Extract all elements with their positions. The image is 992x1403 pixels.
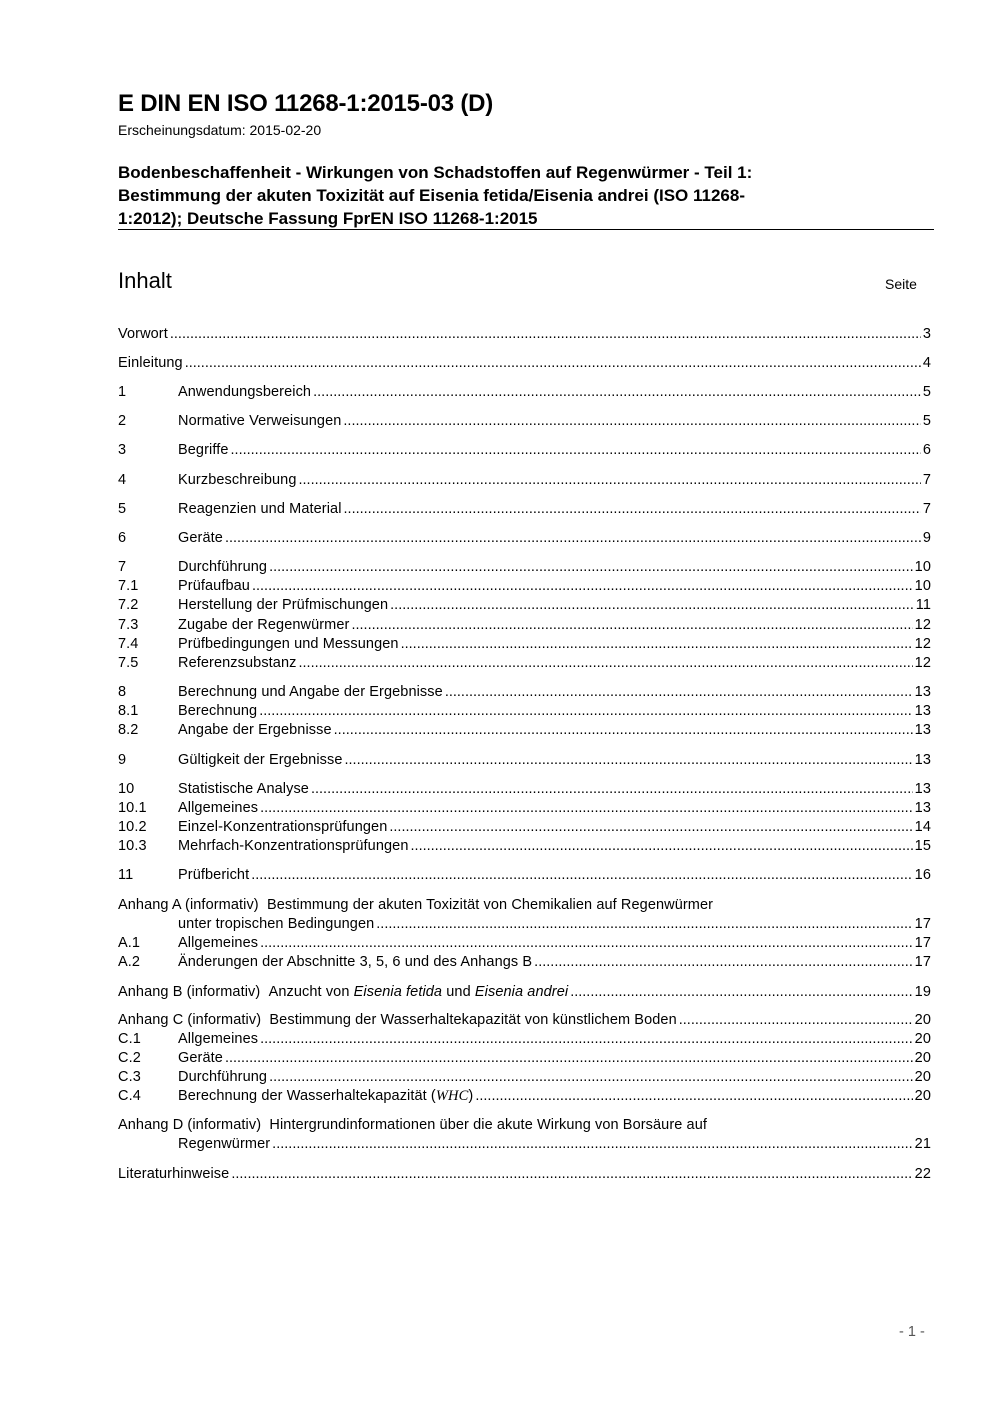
toc-leader-dots	[260, 799, 913, 818]
toc-entry-8-1[interactable]	[118, 702, 931, 721]
toc-leader-dots	[376, 915, 912, 934]
toc-leader-dots	[231, 1165, 912, 1184]
publication-date: Erscheinungsdatum: 2015-02-20	[118, 122, 322, 138]
toc-entry-literaturhinweise[interactable]	[118, 1165, 931, 1184]
toc-entry-text	[118, 983, 568, 1002]
toc-leader-dots	[351, 616, 912, 635]
toc-leader-dots	[269, 558, 913, 577]
toc-entry-text: Statistische Analyse	[178, 781, 309, 797]
toc-leader-dots	[334, 721, 913, 740]
toc-annex-d-heading[interactable]	[118, 1116, 931, 1135]
toc-page-column-label: Seite	[885, 276, 917, 292]
toc-leader-dots	[411, 837, 913, 856]
toc-page-number: 13	[914, 800, 931, 816]
toc-entry-text: Einzel-Konzentrationsprüfungen	[178, 819, 388, 835]
toc-page-number: 20	[914, 1012, 931, 1028]
toc-section-number: 3	[118, 442, 127, 458]
toc-page-number: 10	[914, 578, 931, 594]
toc-section-number: 9	[118, 752, 127, 768]
toc-page-number: 5	[922, 413, 931, 429]
toc-page-number: 11	[915, 597, 931, 613]
toc-leader-dots	[345, 751, 913, 770]
toc-leader-dots	[475, 1087, 912, 1106]
toc-page-number: 3	[922, 326, 931, 342]
toc-entry-text: Normative Verweisungen	[178, 413, 342, 429]
toc-page-number: 16	[914, 867, 931, 883]
toc-entry-6[interactable]	[118, 529, 931, 548]
toc-leader-dots	[251, 866, 912, 885]
subtitle-line: Bestimmung der akuten Toxizität auf Eisenia fetida/Eisenia andrei (ISO 11268-	[118, 186, 745, 205]
toc-section-number: 8.2	[118, 722, 139, 738]
toc-page-number: 20	[914, 1050, 931, 1066]
toc-annex-a-continuation[interactable]	[118, 915, 931, 934]
toc-entry-3[interactable]	[118, 441, 931, 460]
toc-page-number: 12	[914, 655, 931, 671]
whc-abbreviation: WHC	[435, 1088, 469, 1104]
toc-annex-label: Anhang D (informativ)	[118, 1117, 262, 1133]
toc-page-number: 9	[922, 530, 931, 546]
toc-entry-text: Gültigkeit der Ergebnisse	[178, 752, 343, 768]
toc-section-number: 7.1	[118, 578, 139, 594]
toc-page-number: 12	[914, 617, 931, 633]
toc-entry-text: Mehrfach-Konzentrationsprüfungen	[178, 838, 409, 854]
species-name: Eisenia fetida	[353, 984, 443, 1000]
toc-page-number: 12	[914, 636, 931, 652]
toc-leader-dots	[298, 471, 920, 490]
toc-annex-label: Anhang C (informativ)	[118, 1012, 262, 1028]
toc-section-number: 7	[118, 559, 127, 575]
toc-leader-dots	[260, 934, 913, 953]
toc-entry-7-3[interactable]	[118, 616, 931, 635]
toc-section-number: 5	[118, 501, 127, 517]
toc-entry-text: Begriffe	[178, 442, 229, 458]
toc-section-number: A.1	[118, 935, 141, 951]
toc-page-number: 14	[914, 819, 931, 835]
toc-entry-text: Geräte	[178, 530, 223, 546]
toc-entry-text: Berechnung der Wasserhaltekapazität (WHC)	[178, 1088, 474, 1104]
toc-section-number: C.3	[118, 1069, 141, 1085]
toc-annex-label: Anhang A (informativ)	[118, 897, 259, 913]
page-number-footer: - 1 -	[899, 1324, 925, 1340]
toc-section-number: 10.3	[118, 838, 147, 854]
toc-section-number: 7.4	[118, 636, 139, 652]
toc-annex-title: Anzucht von	[268, 984, 350, 1000]
toc-entry-text: Reagenzien und Material	[178, 501, 342, 517]
toc-entry-text: Prüfbericht	[178, 867, 250, 883]
toc-section-number: 6	[118, 530, 127, 546]
toc-section-number: 10	[118, 781, 135, 797]
toc-page-number: 17	[914, 954, 931, 970]
toc-leader-dots	[298, 654, 912, 673]
toc-section-number: 1	[118, 384, 127, 400]
toc-entry-text: Einleitung	[118, 355, 183, 371]
toc-entry-2[interactable]	[118, 412, 931, 431]
toc-page-number: 4	[922, 355, 931, 371]
subtitle-line: 1:2012); Deutsche Fassung FprEN ISO 11268-1:2015	[118, 209, 538, 228]
toc-entry-text: Durchführung	[178, 1069, 268, 1085]
toc-entry-text: unter tropischen Bedingungen	[178, 916, 375, 932]
toc-annex-title-conj: und	[446, 984, 471, 1000]
toc-leader-dots	[389, 818, 912, 837]
toc-entry-1[interactable]	[118, 383, 931, 402]
toc-annex-title: Bestimmung der Wasserhaltekapazität von künstlichem Boden	[269, 1012, 677, 1028]
toc-entry-text: Zugabe der Regenwürmer	[178, 617, 350, 633]
toc-entry-10-2[interactable]	[118, 818, 931, 837]
toc-leader-dots	[570, 983, 912, 1002]
toc-entry-c-2[interactable]	[118, 1049, 931, 1068]
toc-entry-7-5[interactable]	[118, 654, 931, 673]
toc-page-number: 10	[914, 559, 931, 575]
toc-entry-5[interactable]	[118, 500, 931, 519]
toc-annex-title: Hintergrundinformationen über die akute Wirkung von Borsäure auf	[269, 1117, 708, 1133]
toc-section-number: 2	[118, 413, 127, 429]
toc-page-number: 20	[914, 1088, 931, 1104]
toc-leader-dots	[260, 1030, 913, 1049]
toc-leader-dots	[225, 529, 921, 548]
toc-entry-9[interactable]	[118, 751, 931, 770]
toc-page-number: 15	[914, 838, 931, 854]
toc-entry-10-3[interactable]	[118, 837, 931, 856]
toc-section-number: 4	[118, 472, 127, 488]
toc-section-number: C.2	[118, 1050, 141, 1066]
toc-page-number: 13	[914, 684, 931, 700]
document-title: E DIN EN ISO 11268-1:2015-03 (D)	[118, 90, 494, 117]
toc-entry-text: Herstellung der Prüfmischungen	[178, 597, 389, 613]
toc-leader-dots	[225, 1049, 913, 1068]
toc-entry-7[interactable]	[118, 558, 931, 577]
toc-page-number: 13	[914, 781, 931, 797]
toc-section-number: A.2	[118, 954, 141, 970]
toc-section-number: C.1	[118, 1031, 141, 1047]
toc-page-number: 13	[914, 752, 931, 768]
toc-section-number: 10.1	[118, 800, 147, 816]
toc-entry-text: Kurzbeschreibung	[178, 472, 297, 488]
toc-entry-text	[118, 1011, 677, 1030]
toc-entry-c-3[interactable]	[118, 1068, 931, 1087]
toc-section-number: 11	[118, 867, 134, 883]
toc-leader-dots	[390, 596, 914, 615]
toc-leader-dots	[272, 1135, 912, 1154]
toc-entry-text: Angabe der Ergebnisse	[178, 722, 332, 738]
toc-leader-dots	[259, 702, 912, 721]
subtitle-line: Bodenbeschaffenheit - Wirkungen von Schadstoffen auf Regenwürmer - Teil 1:	[118, 163, 753, 182]
toc-leader-dots	[534, 953, 912, 972]
toc-leader-dots	[170, 325, 921, 344]
toc-entry-11[interactable]	[118, 866, 931, 885]
toc-page-number: 13	[914, 703, 931, 719]
toc-entry-7-1[interactable]	[118, 577, 931, 596]
toc-section-number: C.4	[118, 1088, 141, 1104]
species-name: Eisenia andrei	[474, 984, 569, 1000]
toc-leader-dots	[252, 577, 913, 596]
toc-leader-dots	[343, 412, 920, 431]
toc-entry-text: Berechnung	[178, 703, 258, 719]
table-of-contents	[118, 0, 931, 1403]
toc-entry-a-2[interactable]	[118, 953, 931, 972]
toc-annex-label: Anhang B (informativ)	[118, 984, 261, 1000]
toc-leader-dots	[679, 1011, 913, 1030]
toc-entry-a-1[interactable]	[118, 934, 931, 953]
toc-page-number: 17	[914, 935, 931, 951]
toc-section-number: 8.1	[118, 703, 139, 719]
toc-entry-10[interactable]	[118, 780, 931, 799]
toc-page-number: 19	[914, 984, 931, 1000]
toc-entry-text: Geräte	[178, 1050, 223, 1066]
toc-section-number: 7.2	[118, 597, 139, 613]
toc-page-number: 6	[922, 442, 931, 458]
toc-entry-text: Prüfaufbau	[178, 578, 250, 594]
toc-entry-text: Allgemeines	[178, 935, 259, 951]
toc-page-number: 21	[914, 1136, 931, 1152]
toc-page-number: 5	[922, 384, 931, 400]
toc-annex-title: Bestimmung der akuten Toxizität von Chemikalien auf Regenwürmer	[267, 897, 714, 913]
toc-entry-8[interactable]	[118, 683, 931, 702]
toc-leader-dots	[313, 383, 921, 402]
toc-entry-text: Referenzsubstanz	[178, 655, 297, 671]
toc-entry-text: Literaturhinweise	[118, 1166, 230, 1182]
toc-annex-d-continuation[interactable]	[118, 1135, 931, 1154]
toc-entry-text: Berechnung und Angabe der Ergebnisse	[178, 684, 443, 700]
toc-heading: Inhalt	[118, 268, 172, 293]
toc-entry-4[interactable]	[118, 471, 931, 490]
toc-entry-7-4[interactable]	[118, 635, 931, 654]
toc-leader-dots	[185, 354, 921, 373]
toc-page-number: 22	[914, 1166, 931, 1182]
toc-entry-text: Vorwort	[118, 326, 168, 342]
toc-leader-dots	[401, 635, 913, 654]
toc-leader-dots	[269, 1068, 913, 1087]
toc-page-number: 20	[914, 1031, 931, 1047]
toc-page-number: 7	[922, 472, 931, 488]
toc-annex-a-heading[interactable]	[118, 896, 931, 915]
toc-entry-einleitung[interactable]	[118, 354, 931, 373]
toc-entry-vorwort[interactable]	[118, 325, 931, 344]
toc-entry-10-1[interactable]	[118, 799, 931, 818]
toc-page-number: 20	[914, 1069, 931, 1085]
toc-entry-text: Prüfbedingungen und Messungen	[178, 636, 399, 652]
toc-leader-dots	[445, 683, 913, 702]
toc-entry-text: Allgemeines	[178, 1031, 259, 1047]
toc-section-number: 7.5	[118, 655, 139, 671]
toc-page-number: 13	[914, 722, 931, 738]
toc-entry-text: Regenwürmer	[178, 1136, 271, 1152]
toc-annex-b[interactable]	[118, 983, 931, 1002]
toc-leader-dots	[311, 780, 913, 799]
toc-section-number: 7.3	[118, 617, 139, 633]
toc-section-number: 8	[118, 684, 127, 700]
toc-page-number: 17	[914, 916, 931, 932]
toc-entry-text: Anwendungsbereich	[178, 384, 312, 400]
toc-entry-text: Allgemeines	[178, 800, 259, 816]
toc-leader-dots	[344, 500, 921, 519]
toc-entry-7-2[interactable]	[118, 596, 931, 615]
toc-leader-dots	[231, 441, 921, 460]
toc-entry-text: Änderungen der Abschnitte 3, 5, 6 und des Anhangs B	[178, 954, 533, 970]
toc-entry-c-4[interactable]	[118, 1087, 931, 1106]
toc-annex-c[interactable]	[118, 1011, 931, 1030]
toc-entry-label: Berechnung der Wasserhaltekapazität	[178, 1088, 427, 1104]
toc-entry-8-2[interactable]	[118, 721, 931, 740]
toc-entry-c-1[interactable]	[118, 1030, 931, 1049]
toc-entry-text: Durchführung	[178, 559, 268, 575]
toc-page-number: 7	[922, 501, 931, 517]
toc-section-number: 10.2	[118, 819, 147, 835]
